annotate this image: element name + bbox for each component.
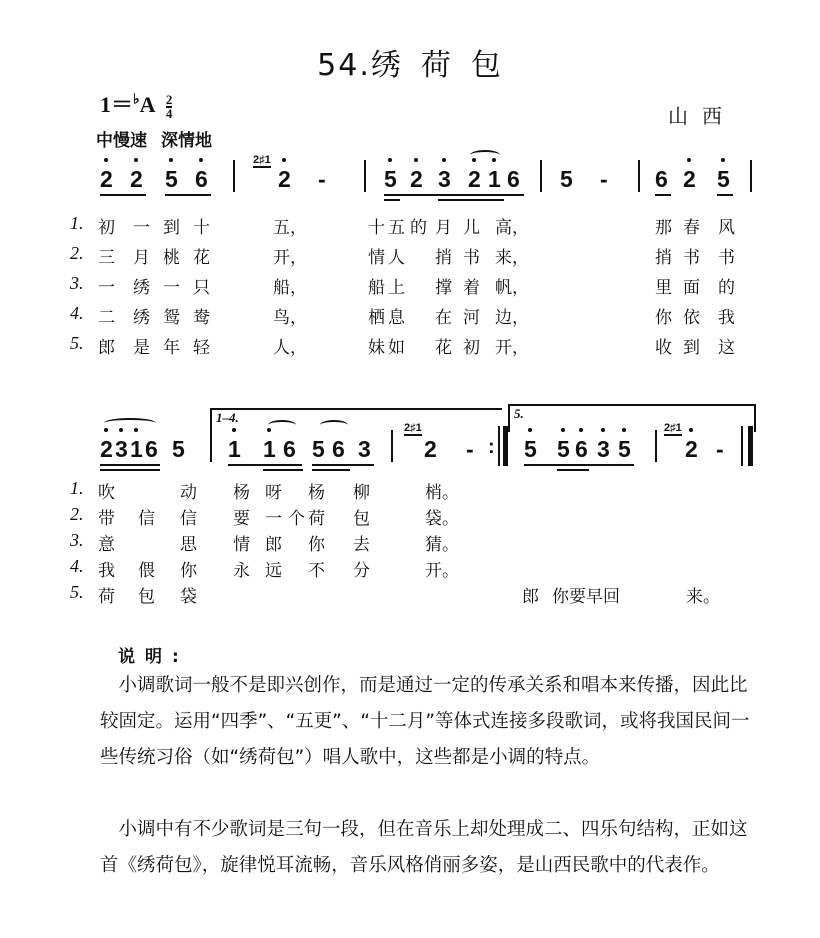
dash: - (466, 436, 474, 462)
grace-note: 2♯1 (664, 422, 682, 434)
tempo-expression: 深情地 (161, 131, 212, 151)
note: 2 (100, 436, 113, 463)
underline (384, 194, 524, 196)
note: 6 (655, 166, 668, 192)
flat-icon: ♭ (133, 92, 140, 108)
barline (655, 430, 657, 462)
underline (524, 464, 634, 466)
note: 2 (130, 166, 143, 193)
key-prefix: 1＝ (100, 92, 134, 117)
underline (100, 469, 160, 471)
volta-label: 5. (514, 406, 524, 421)
verse-row: 5. 荷 包 袋 郎 你要早回 来。 (70, 582, 720, 607)
dash: - (600, 166, 608, 192)
score-line-2 (0, 406, 820, 476)
barline (364, 160, 366, 192)
dash: - (318, 166, 326, 192)
barline (498, 426, 500, 466)
barline (233, 160, 235, 192)
underline (312, 469, 350, 471)
note: 1 (488, 166, 501, 193)
note: 5 (618, 436, 631, 463)
volta-label: 1–4. (216, 410, 239, 425)
underline (384, 199, 400, 201)
note: 5 (165, 166, 178, 193)
note: 3 (358, 436, 371, 462)
note: 2 (424, 436, 437, 462)
underline (100, 194, 146, 196)
verse-row: 2. 三 月 桃 花 开， 情 人 捎 书 来， 捎 书 书 (70, 243, 735, 268)
note: 2 (685, 436, 698, 463)
underline (263, 469, 303, 471)
key-signature (100, 88, 172, 120)
barline (750, 160, 752, 192)
underline (557, 469, 589, 471)
underline (312, 464, 374, 466)
notes-heading: 说明: (118, 647, 189, 667)
note: 5 (524, 436, 537, 463)
notes-paragraph-1: 小调歌词一般不是即兴创作，而是通过一定的传承关系和唱本来传播，因此比较固定。运用“四季”、“五更”、“十二月”等体式连接多段歌词，或将我国民间一些传统习俗（如“绣荷包”）唱人歌中，这些都是小调的特点。 (100, 675, 750, 768)
title-char: 包 (470, 48, 503, 83)
underline (655, 194, 671, 196)
repeat-barline (503, 426, 508, 466)
grace-note: 2♯1 (253, 154, 271, 166)
time-signature (165, 91, 173, 121)
note: 2 (410, 166, 423, 193)
note: 1 (228, 436, 241, 463)
tempo-marking (96, 126, 212, 151)
note: 6 (195, 166, 208, 193)
note: 3 (597, 436, 610, 463)
volta-bracket (210, 408, 502, 436)
slur (268, 420, 296, 430)
underline (438, 199, 504, 201)
note: 1 (263, 436, 276, 463)
grace-note: 2♯1 (404, 422, 422, 434)
verse-row: 2. 带 信 信 要 一 个 荷 包 袋。 (70, 504, 459, 529)
note: 6 (507, 166, 520, 192)
time-bottom: 4 (165, 105, 173, 121)
volta-bracket (508, 404, 756, 432)
underline (165, 194, 211, 196)
time-top: 2 (165, 91, 173, 107)
underline (228, 464, 302, 466)
note: 2 (100, 166, 113, 193)
note: 6 (575, 436, 588, 463)
barline (540, 160, 542, 192)
final-barline (748, 426, 753, 466)
title-char: 荷 (420, 48, 453, 83)
barline (741, 426, 743, 466)
origin-region: 山西 (668, 104, 736, 128)
note: 1 (130, 436, 143, 463)
note: 2 (468, 166, 481, 193)
verse-row: 3. 意 思 情 郎 你 去 猜。 (70, 530, 459, 555)
verse-row: 4. 我 偎 你 永 远 不 分 开。 (70, 556, 459, 581)
note: 5 (384, 166, 397, 193)
notes-paragraph-2: 小调中有不少歌词是三句一段，但在音乐上却处理成二、四乐句结构，正如这首《绣荷包》，旋律悦耳流畅，音乐风格俏丽多姿，是山西民歌中的代表作。 (100, 819, 748, 876)
barline (391, 430, 393, 462)
verse-row: 5. 郎 是 年 轻 人， 妹 如 花 初 开， 收 到 这 (70, 333, 735, 358)
score-line-1 (0, 154, 820, 206)
note: 6 (283, 436, 296, 462)
note: 3 (438, 166, 451, 193)
dash: - (716, 436, 724, 462)
note: 5 (560, 166, 573, 192)
note: 5 (717, 166, 730, 193)
verse-row: 3. 一 绣 一 只 船， 船 上 撑 着 帆， 里 面 的 (70, 273, 735, 298)
tempo-speed: 中慢速 (96, 131, 147, 151)
underline (100, 464, 160, 466)
note: 2 (683, 166, 696, 193)
verse-row: 4. 二 绣 鸳 鸯 鸟， 栖 息 在 河 边， 你 依 我 (70, 303, 735, 328)
repeat-dots: : (488, 436, 495, 458)
note: 5 (557, 436, 570, 463)
slur (320, 420, 348, 430)
note: 6 (332, 436, 345, 462)
song-title (0, 40, 820, 84)
barline (638, 160, 640, 192)
note: 6 (145, 436, 158, 462)
barline (210, 430, 212, 462)
song-number: 54. (317, 48, 371, 83)
slur (104, 418, 156, 428)
verse-row: 1. 初 一 到 十 五， 十 五 的 月 儿 高， 那 春 风 (70, 213, 735, 238)
note: 5 (172, 436, 185, 462)
key-note: A (139, 92, 155, 117)
title-char: 绣 (370, 48, 403, 83)
underline (717, 194, 733, 196)
note: 5 (312, 436, 325, 462)
note: 3 (115, 436, 128, 463)
note: 2 (278, 166, 291, 193)
verse-row: 1. 吹 动 杨 呀 杨 柳 梢。 (70, 478, 459, 503)
